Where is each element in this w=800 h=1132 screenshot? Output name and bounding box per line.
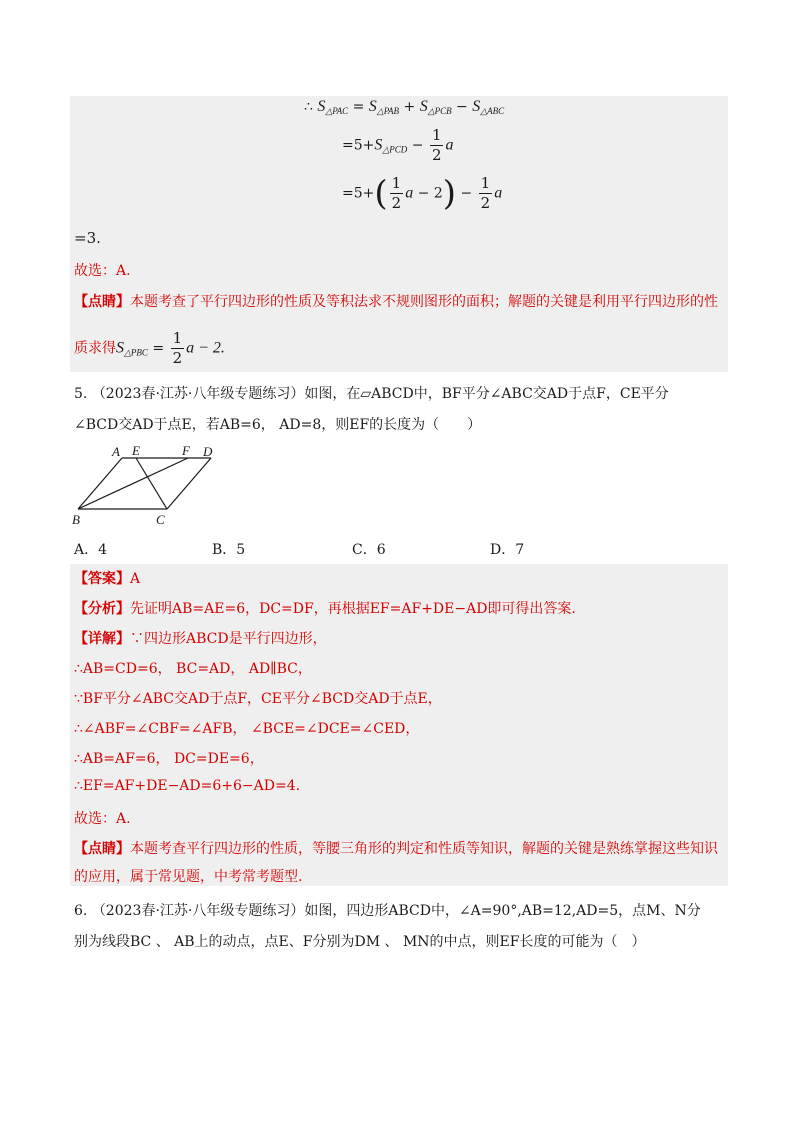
- q5-comment-line2: 的应用，属于常见题，中考常考题型.: [74, 869, 303, 885]
- prev-comment-line2: 质求得$S_{\triangle PBC}$ = $\frac{1}{2}$ a − 2.: [74, 329, 225, 367]
- q5-option-c: C．6: [352, 542, 386, 558]
- label-D: D: [203, 444, 213, 459]
- prev-comment: 【点睛】本题考查了平行四边形的性质及等积法求不规则图形的面积；解题的关键是利用平行四边形的性: [74, 294, 718, 310]
- result-line: =3.: [74, 229, 101, 247]
- q5-detail-3: ∵BF平分∠ABC交AD于点F，CE平分∠BCD交AD于点E，: [74, 691, 442, 707]
- q5-choose: 故选：A.: [74, 811, 131, 827]
- parallelogram-figure: [66, 440, 236, 532]
- q5-option-a: A．4: [74, 542, 108, 558]
- q5-option-d: D．7: [490, 542, 525, 558]
- q5-detail-5: ∴AB=AF=6， DC=DE=6，: [74, 751, 264, 767]
- q5-analysis: 【分析】先证明AB=AE=6，DC=DF，再根据EF=AF+DE−AD即可得出答案.: [74, 601, 576, 617]
- label-A: A: [112, 444, 120, 459]
- equation-line-3: =5+( $\frac{1}{2}$ a − 2) − $\frac{1}{2}$ a: [342, 173, 503, 214]
- equation-line-1: ∴ $S_{\triangle PAC} = S_{\triangle PAB} + S_{\triangle PCB} - S_{\triangle ABC}$: [304, 98, 505, 116]
- equation-line-2: $=5+S_{\triangle PCD}$ − $\frac{1}{2}$ a: [342, 126, 454, 164]
- label-E: E: [132, 443, 140, 458]
- q5-detail-2: ∴AB=CD=6， BC=AD， AD∥BC，: [74, 661, 312, 677]
- q6-stem-line-1: 6. （2023春·江苏·八年级专题练习）如图，四边形ABCD中，∠A=90°,AB=12,AD=5，点M、N分: [74, 903, 701, 919]
- answer-line: 故选：A.: [74, 263, 131, 279]
- q5-detail-6: ∴EF=AF+DE−AD=6+6−AD=4.: [74, 778, 301, 794]
- q5-stem-line-1: 5. （2023春·江苏·八年级专题练习）如图，在▱ABCD中，BF平分∠ABC交AD于点F，CE平分: [74, 386, 669, 402]
- q5-option-b: B．5: [212, 542, 246, 558]
- q5-detail-1: 【详解】∵四边形ABCD是平行四边形，: [74, 631, 327, 647]
- q5-comment: 【点睛】本题考查平行四边形的性质，等腰三角形的判定和性质等知识，解题的关键是熟练掌握这些知识: [74, 841, 718, 857]
- label-C: C: [156, 512, 165, 527]
- q5-stem-line-2: ∠BCD交AD于点E，若AB=6， AD=8，则EF的长度为（ ）: [74, 417, 482, 433]
- label-B: B: [72, 512, 80, 527]
- q6-stem-line-2: 别为线段BC 、 AB上的动点，点E、F分别为DM 、 MN的中点，则EF长度的可能为（ ）: [74, 934, 646, 950]
- q5-answer: 【答案】A: [74, 571, 141, 587]
- q5-detail-4: ∴∠ABF=∠CBF=∠AFB， ∠BCE=∠DCE=∠CED，: [74, 721, 420, 737]
- label-F: F: [182, 443, 190, 458]
